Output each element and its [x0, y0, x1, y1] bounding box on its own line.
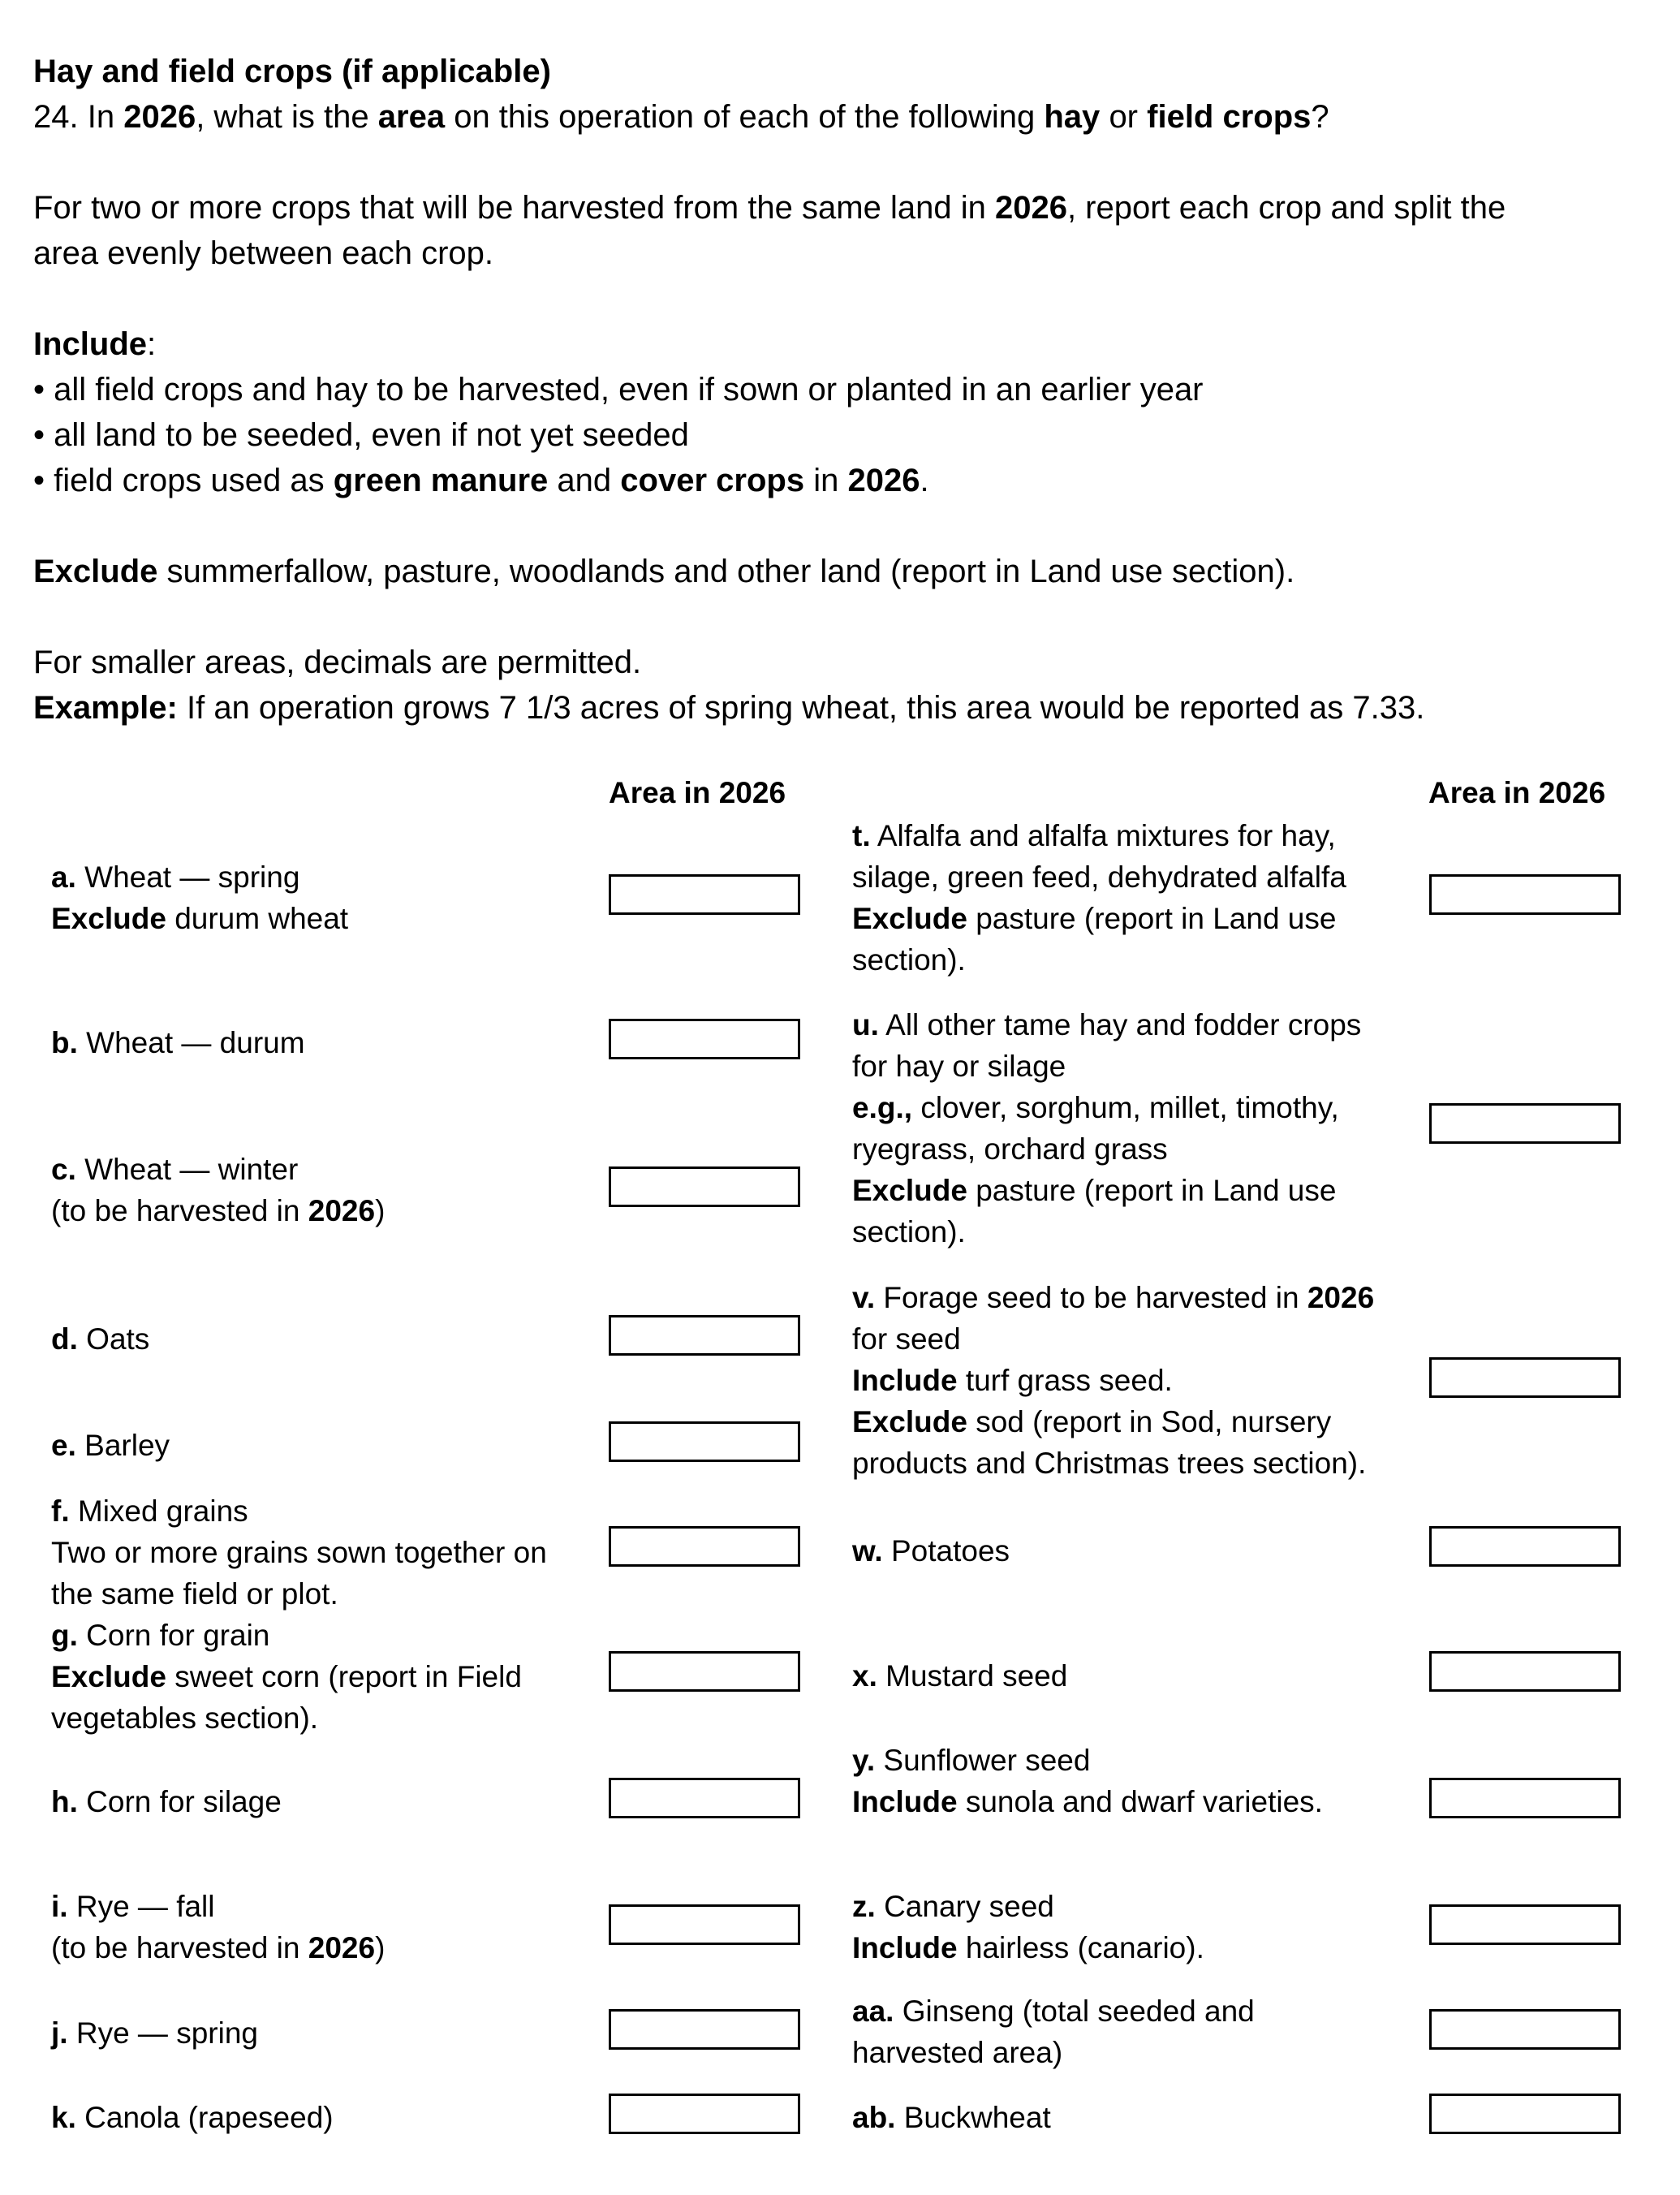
exclude-text: summerfallow, pasture, woodlands and other land (report in Land use section). — [166, 554, 1295, 589]
crop-item-aa — [852, 1990, 1255, 2073]
item-note: section). — [852, 943, 966, 977]
area-input-j[interactable] — [609, 2009, 800, 2050]
crop-item-k — [51, 2097, 334, 2138]
item-note: sod (report in Sod, nursery — [976, 1405, 1332, 1438]
item-note: pasture (report in Land use — [976, 902, 1337, 935]
area-input-x[interactable] — [1429, 1651, 1621, 1692]
include-bullet-1: • all field crops and hay to be harvested, even if sown or planted in an earlier year — [33, 372, 1204, 408]
question-number: 24. — [33, 99, 79, 135]
item-note: ) — [375, 1194, 386, 1227]
exclude-instruction — [33, 549, 1294, 594]
crop-item-f — [51, 1490, 547, 1615]
item-note: vegetables section). — [51, 1701, 319, 1735]
item-note: section). — [852, 1215, 966, 1248]
item-note: (to be harvested in — [51, 1194, 300, 1227]
question-text: In — [87, 99, 115, 135]
crop-item-c — [51, 1149, 385, 1231]
item-name: Alfalfa and alfalfa mixtures for hay, — [877, 819, 1336, 852]
item-name: Rye — fall — [75, 1890, 215, 1923]
include-label: Include — [852, 1364, 958, 1397]
item-name: Mixed grains — [77, 1494, 248, 1528]
item-letter: k. — [51, 2101, 76, 2134]
crop-item-w — [852, 1530, 1010, 1572]
item-name: Ginseng (total seeded and — [902, 1994, 1255, 2028]
item-year: 2026 — [308, 1931, 376, 1964]
area-input-c[interactable] — [609, 1166, 800, 1207]
item-note: durum wheat — [174, 902, 349, 935]
item-letter: b. — [51, 1026, 78, 1059]
item-letter: h. — [51, 1785, 78, 1818]
crop-item-u — [852, 1004, 1361, 1253]
include-label: Include — [852, 1785, 958, 1818]
include-year: 2026 — [847, 463, 920, 498]
item-note: sweet corn (report in Field — [174, 1660, 522, 1693]
item-year: 2026 — [1307, 1281, 1375, 1314]
item-letter: w. — [852, 1534, 883, 1568]
item-note: Two or more grains sown together on — [51, 1536, 547, 1569]
item-name: Wheat — durum — [86, 1026, 305, 1059]
item-name: for seed — [852, 1322, 961, 1356]
item-note: hairless (canario). — [965, 1931, 1204, 1964]
item-letter: u. — [852, 1008, 879, 1041]
area-input-z[interactable] — [1429, 1904, 1621, 1945]
split-text: , report each crop and split the — [1066, 190, 1506, 226]
crop-item-i — [51, 1886, 385, 1969]
item-name: Canola (rapeseed) — [84, 2101, 334, 2134]
include-colon: : — [147, 326, 157, 362]
item-name: for hay or silage — [852, 1050, 1066, 1083]
question-text: , what is the — [196, 99, 369, 135]
crop-item-a — [51, 856, 348, 939]
item-letter: ab. — [852, 2101, 896, 2134]
item-note: pasture (report in Land use — [976, 1174, 1337, 1207]
item-name: Rye — spring — [75, 2016, 258, 2050]
include-bullet-2: • all land to be seeded, even if not yet seeded — [33, 417, 689, 453]
item-name: Oats — [86, 1322, 150, 1356]
item-letter: x. — [852, 1659, 877, 1693]
section-title-text: Hay and field crops (if applicable) — [33, 54, 551, 89]
item-letter: d. — [51, 1322, 78, 1356]
item-name: Buckwheat — [903, 2101, 1051, 2134]
item-letter: j. — [51, 2016, 68, 2050]
crop-item-x — [852, 1655, 1067, 1697]
split-instruction — [33, 185, 1506, 231]
area-input-g[interactable] — [609, 1651, 800, 1692]
area-input-b[interactable] — [609, 1019, 800, 1059]
area-input-ab[interactable] — [1429, 2094, 1621, 2134]
item-letter: c. — [51, 1153, 76, 1186]
question-text: or — [1109, 99, 1139, 135]
column-header-left: Area in 2026 — [609, 776, 786, 809]
area-input-t[interactable] — [1429, 874, 1621, 915]
item-letter: i. — [51, 1890, 68, 1923]
crop-item-h — [51, 1781, 282, 1822]
area-input-e[interactable] — [609, 1421, 800, 1462]
item-name: Mustard seed — [885, 1659, 1068, 1693]
item-name: Wheat — spring — [84, 860, 300, 894]
eg-label: e.g., — [852, 1091, 913, 1124]
item-letter: t. — [852, 819, 871, 852]
item-note: clover, sorghum, millet, timothy, — [920, 1091, 1339, 1124]
crop-item-e — [51, 1425, 170, 1466]
item-name: Forage seed to be harvested in — [883, 1281, 1299, 1314]
include-text: • field crops used as — [33, 463, 325, 498]
question-area: area — [377, 99, 446, 135]
split-instruction-line2: area evenly between each crop. — [33, 235, 494, 271]
item-name: Sunflower seed — [883, 1744, 1091, 1777]
include-heading — [33, 321, 156, 367]
column-header-right: Area in 2026 — [1428, 776, 1606, 809]
question-hay: hay — [1044, 99, 1101, 135]
crop-item-z — [852, 1886, 1204, 1969]
exclude-label: Exclude — [33, 554, 158, 589]
area-input-v[interactable] — [1429, 1357, 1621, 1398]
item-name: silage, green feed, dehydrated alfalfa — [852, 860, 1346, 894]
item-letter: f. — [51, 1494, 70, 1528]
question-year: 2026 — [123, 99, 196, 135]
area-input-d[interactable] — [609, 1315, 800, 1356]
area-input-y[interactable] — [1429, 1778, 1621, 1818]
item-letter: y. — [852, 1744, 876, 1777]
item-name: harvested area) — [852, 2036, 1063, 2069]
include-label: Include — [33, 326, 148, 362]
area-input-h[interactable] — [609, 1778, 800, 1818]
item-note: sunola and dwarf varieties. — [965, 1785, 1323, 1818]
crop-item-t — [852, 815, 1346, 981]
exclude-label: Exclude — [51, 1660, 166, 1693]
crop-item-b — [51, 1022, 305, 1063]
area-input-i[interactable] — [609, 1904, 800, 1945]
item-name: Canary seed — [884, 1890, 1054, 1923]
crop-item-y — [852, 1740, 1323, 1822]
item-letter: e. — [51, 1429, 76, 1462]
item-name: Wheat — winter — [84, 1153, 299, 1186]
area-input-k[interactable] — [609, 2094, 800, 2134]
item-name: Potatoes — [890, 1534, 1010, 1568]
item-name: Corn for grain — [86, 1619, 270, 1652]
section-title — [33, 49, 551, 94]
exclude-label: Exclude — [51, 902, 166, 935]
exclude-label: Exclude — [852, 1405, 967, 1438]
question-field-crops: field crops — [1147, 99, 1312, 135]
crop-item-v — [852, 1277, 1374, 1484]
item-note: (to be harvested in — [51, 1931, 300, 1964]
split-year: 2026 — [994, 190, 1067, 226]
decimals-note: For smaller areas, decimals are permitted. — [33, 645, 642, 680]
include-text: in — [813, 463, 839, 498]
area-input-aa[interactable] — [1429, 2009, 1621, 2050]
question-text: on this operation of each of the following — [454, 99, 1036, 135]
cover-crops: cover crops — [620, 463, 805, 498]
area-input-w[interactable] — [1429, 1526, 1621, 1567]
item-letter: z. — [852, 1890, 876, 1923]
item-letter: v. — [852, 1281, 876, 1314]
area-input-f[interactable] — [609, 1526, 800, 1567]
item-name: Barley — [84, 1429, 170, 1462]
crop-item-j — [51, 2012, 258, 2054]
include-label: Include — [852, 1931, 958, 1964]
item-letter: a. — [51, 860, 76, 894]
item-note: the same field or plot. — [51, 1577, 338, 1611]
include-bullet-3 — [33, 458, 929, 503]
green-manure: green manure — [333, 463, 549, 498]
crop-item-ab — [852, 2097, 1051, 2138]
item-name: Corn for silage — [86, 1785, 282, 1818]
item-letter: aa. — [852, 1994, 894, 2028]
example-text: If an operation grows 7 1/3 acres of spring wheat, this area would be reported as 7.33. — [186, 690, 1425, 726]
exclude-label: Exclude — [852, 1174, 967, 1207]
item-year: 2026 — [308, 1194, 376, 1227]
area-input-u[interactable] — [1429, 1103, 1621, 1144]
include-text: and — [557, 463, 612, 498]
item-name: All other tame hay and fodder crops — [885, 1008, 1362, 1041]
item-note: ryegrass, orchard grass — [852, 1132, 1168, 1166]
example-note — [33, 685, 1424, 731]
item-note: products and Christmas trees section). — [852, 1447, 1367, 1480]
include-period: . — [920, 463, 929, 498]
split-text: For two or more crops that will be harvested from the same land in — [33, 190, 986, 226]
item-letter: g. — [51, 1619, 78, 1652]
item-note: ) — [375, 1931, 386, 1964]
example-label: Example: — [33, 690, 178, 726]
exclude-label: Exclude — [852, 902, 967, 935]
question-mark: ? — [1311, 99, 1329, 135]
crop-item-g — [51, 1615, 522, 1739]
question-24 — [33, 94, 1329, 140]
area-input-a[interactable] — [609, 874, 800, 915]
item-note: turf grass seed. — [965, 1364, 1173, 1397]
crop-item-d — [51, 1318, 149, 1360]
